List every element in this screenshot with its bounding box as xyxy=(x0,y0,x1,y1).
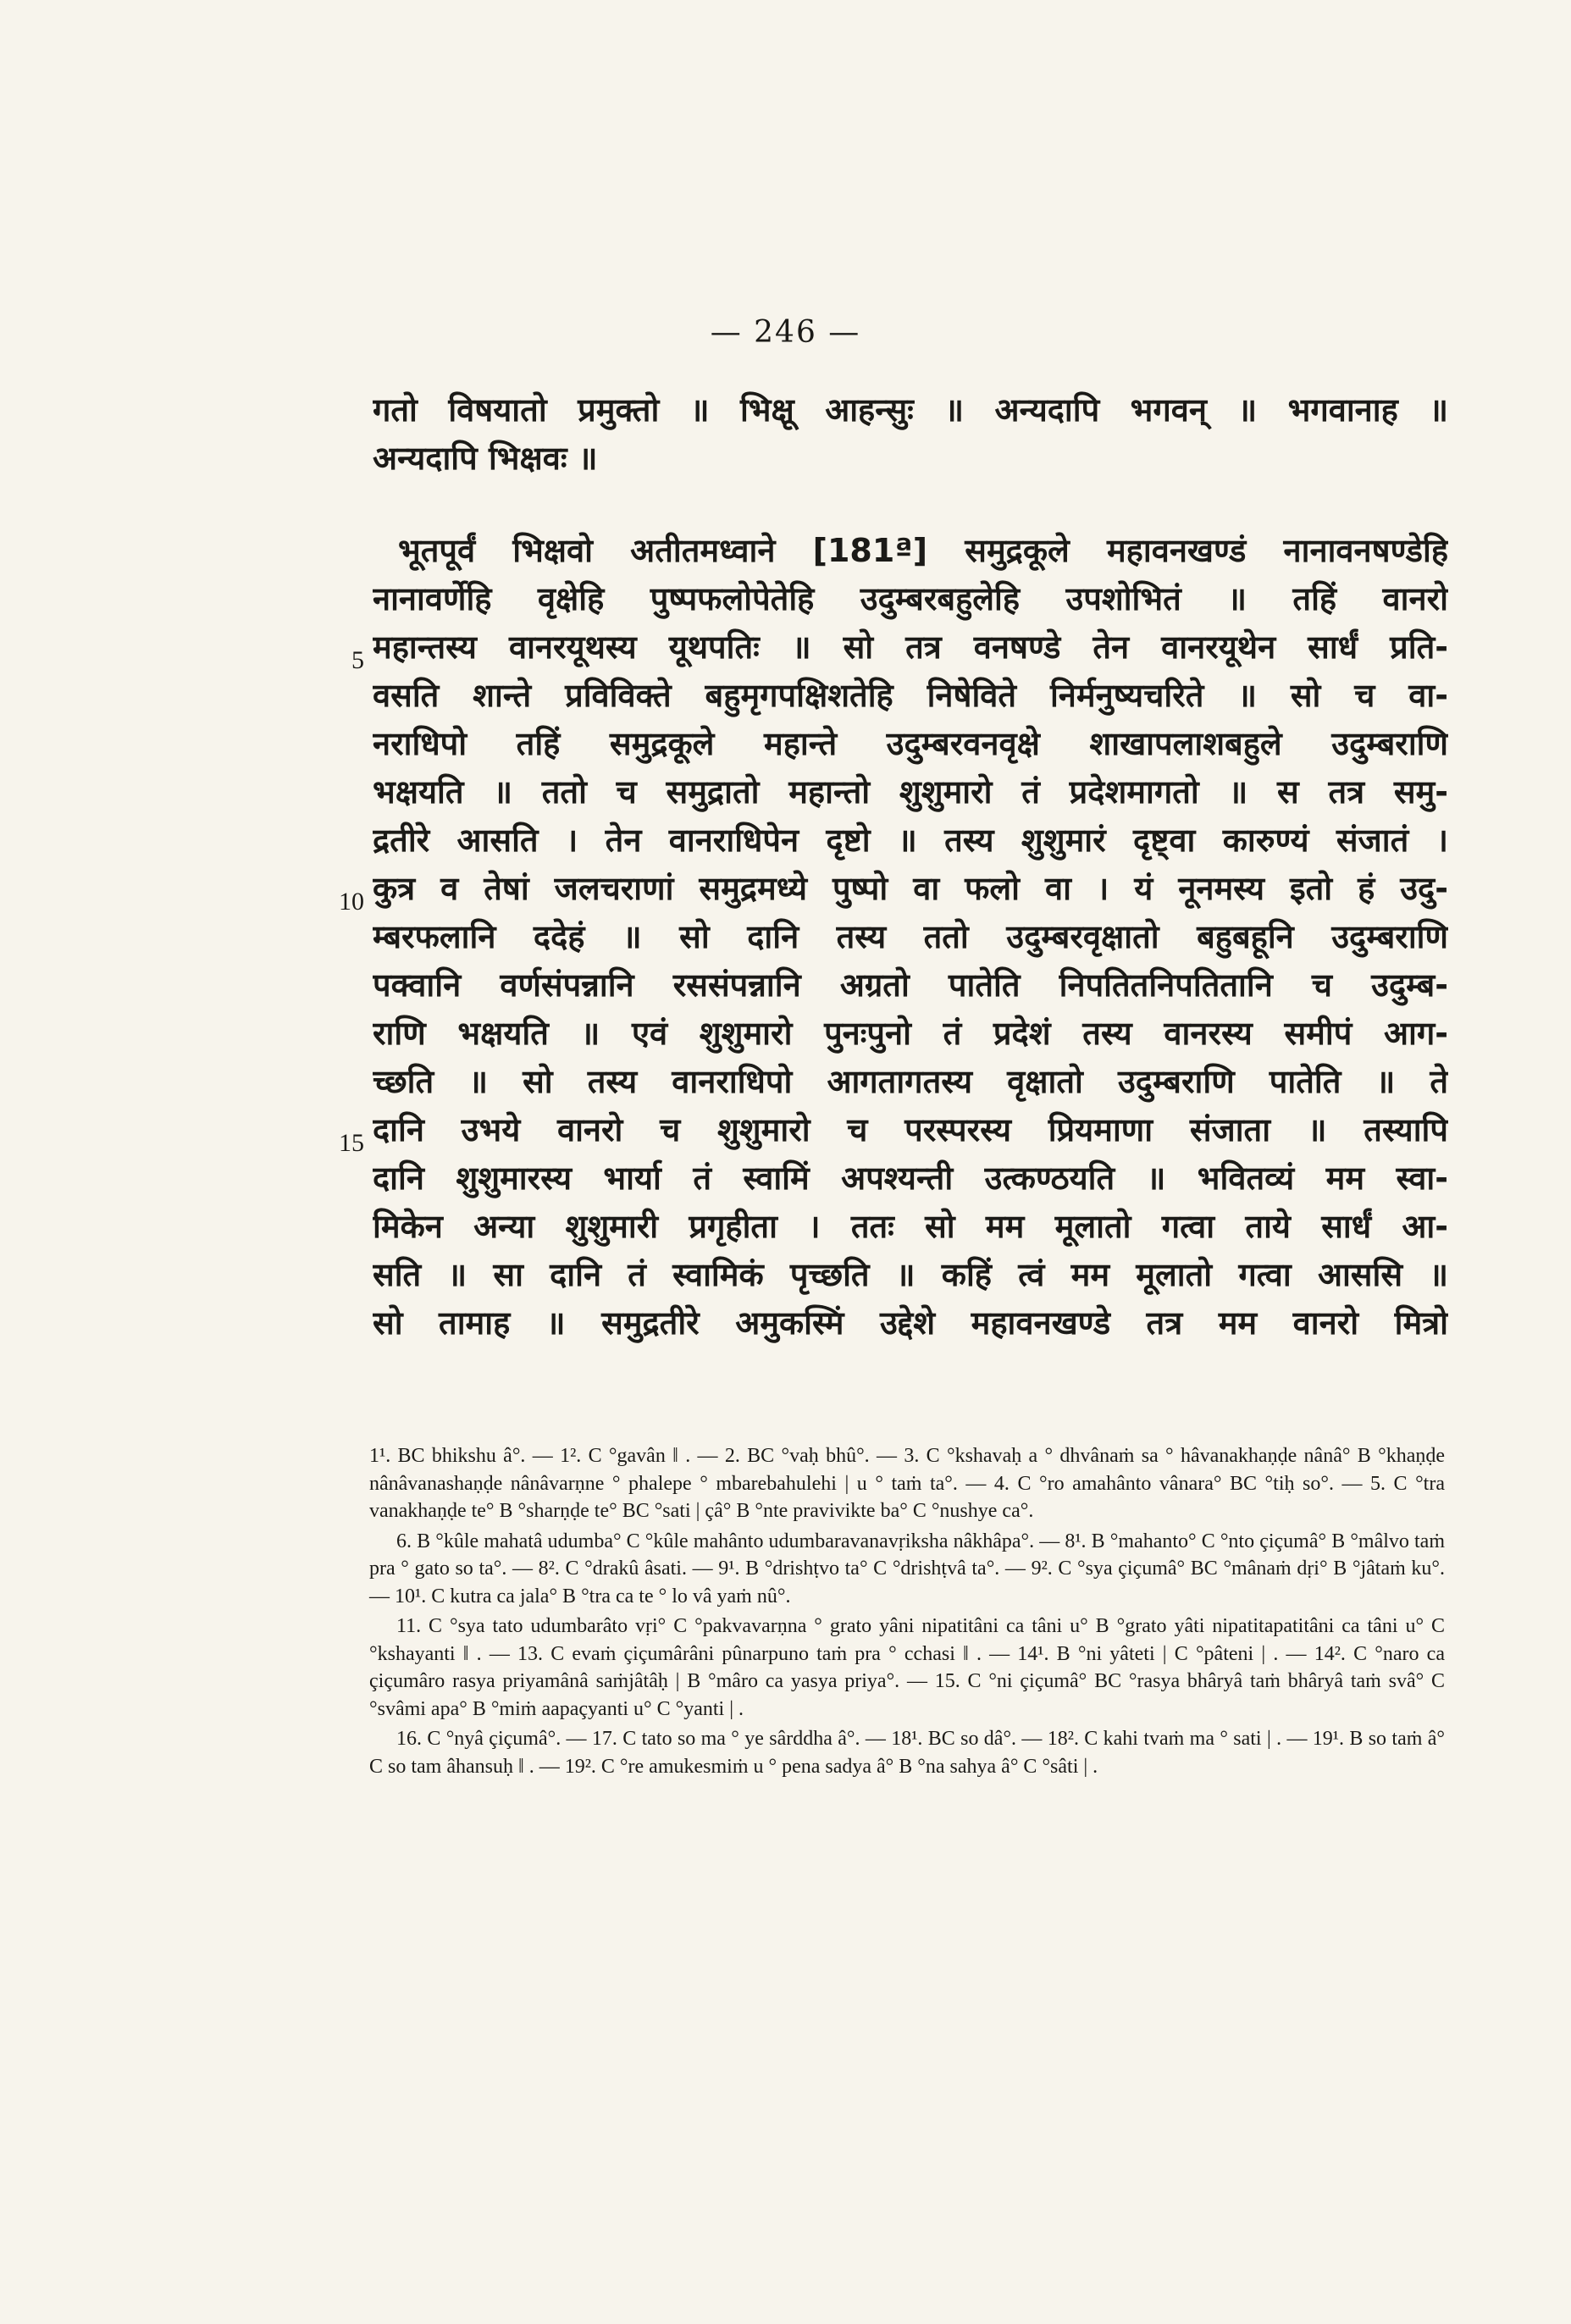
text-line: दानि शुशुमारस्य भार्या तं स्वामिं अपश्यन्ती उत्कण्ठयति ॥ भवितव्यं मम स्वा- xyxy=(373,1159,1448,1197)
text-line: च्छति ॥ सो तस्य वानराधिपो आगतागतस्य वृक्षातो उदुम्बराणि पातेति ॥ ते xyxy=(373,1063,1448,1100)
footnote-paragraph: 16. C °nyâ çiçumâ°. — 17. C tato so ma ° ye sârddha â°. — 18¹. BC so dâ°. — 18². C kahi tvaṁ ma ° sati | . — 19¹. B so taṁ â° C so tam âhansuḥ ‖ . — 19². C °re amukesmiṁ u ° pena sadya â° B °na sahya â° C °sâti | . xyxy=(369,1728,1445,1778)
text-line: नराधिपो तहिं समुद्रकूले महान्ते उदुम्बरवनवृक्षे शाखापलाशबहुले उदुम्बराणि xyxy=(373,725,1448,762)
text-line: कुत्र व तेषां जलचराणां समुद्रमध्ये पुष्पो वा फलो वा । यं नूनमस्य इतो हं उदु- xyxy=(373,870,1448,907)
footnote-paragraph: 11. C °sya tato udumbarâto vṛi° C °pakvavarṇna ° grato yâni nipatitâni ca tâni u° B °grato yâti nipatitapatitâni ca tâni u° C °kshayanti ‖ . — 13. C evaṁ çiçumârâni pûnarpuno taṁ pra ° cchasi ‖ . — 14¹. B °ni yâteti | C °pâteni | . — 14². C °naro ca çiçumâro rasya priyamânâ saṁjâtâḥ | B °mâro ca yasya priya°. — 15. C °ni çiçumâ° BC °rasya bhâryâ taṁ bhâryâ taṁ svâ° C °svâmi apa° B °miṁ aapaçyanti u° C °yanti | . xyxy=(369,1615,1445,1720)
text-line: भक्षयति ॥ ततो च समुद्रातो महान्तो शुशुमारो तं प्रदेशमागतो ॥ स तत्र समु- xyxy=(373,773,1448,811)
opening-block xyxy=(373,386,1448,483)
footnote-paragraph: 1¹. BC bhikshu â°. — 1². C °gavân ‖ . — 2. BC °vaḥ bhû°. — 3. C °kshavaḥ a ° dhvânaṁ sa ° hâvanakhaṇḍe nânâ° B °khaṇḍe nânâvanashaṇḍe nânâvarṇne ° phalepe ° mbarebahulehi | u ° taṁ ta°. — 4. C °ro amahânto vânara° BC °tiḥ so°. — 5. C °tra vanakhaṇḍe te° B °sharṇḍe te° BC °sati | çâ° B °nte pravivikte ba° C °nushye ca°. xyxy=(369,1445,1445,1522)
text-line: दानि उभये वानरो च शुशुमारो च परस्परस्य प्रियमाणा संजाता ॥ तस्यापि xyxy=(373,1111,1448,1148)
line-number: 5 xyxy=(351,646,364,674)
line-number: 15 xyxy=(339,1129,364,1157)
text-line: म्बरफलानि ददेहं ॥ सो दानि तस्य ततो उदुम्बरवृक्षातो बहुबहूनि उदुम्बराणि xyxy=(373,918,1448,955)
text-line: द्रतीरे आसति । तेन वानराधिपेन दृष्टो ॥ तस्य शुशुमारं दृष्ट्वा कारुण्यं संजातं । xyxy=(373,822,1448,859)
text-line: वसति शान्ते प्रविविक्ते बहुमृगपक्षिशतेहि निषेविते निर्मनुष्यचरिते ॥ सो च वा- xyxy=(373,677,1448,714)
text-line: पक्वानि वर्णसंपन्नानि रससंपन्नानि अग्रतो पातेति निपतितनिपतितानि च उदुम्ब- xyxy=(373,966,1448,1004)
text-line: सो तामाह ॥ समुद्रतीरे अमुकस्मिं उद्देशे महावनखण्डे तत्र मम वानरो मित्रो xyxy=(373,1304,1448,1342)
page-number: — 246 — xyxy=(710,315,861,350)
footnotes xyxy=(369,1442,1445,1783)
text-line: भूतपूर्वं भिक्षवो अतीतमध्वाने [181ª] समुद्रकूले महावनखण्डं नानावनषण्डेहि xyxy=(398,532,1448,569)
opening-line: अन्यदापि भिक्षवः ॥ xyxy=(373,440,598,477)
opening-line: गतो विषयातो प्रमुक्तो ॥ भिक्षू आहन्सुः ॥ अन्यदापि भगवन् ॥ भगवानाह ॥ xyxy=(373,391,1448,429)
main-paragraph xyxy=(373,527,1448,1347)
text-line: महान्तस्य वानरयूथस्य यूथपतिः ॥ सो तत्र वनषण्डे तेन वानरयूथेन सार्धं प्रति- xyxy=(373,628,1448,666)
text-line: नानावर्णेहि वृक्षेहि पुष्पफलोपेतेहि उदुम्बरबहुलेहि उपशोभितं ॥ तहिं वानरो xyxy=(373,580,1448,617)
text-line: राणि भक्षयति ॥ एवं शुशुमारो पुनःपुनो तं प्रदेशं तस्य वानरस्य समीपं आग- xyxy=(373,1015,1448,1052)
text-line: मिकेन अन्या शुशुमारी प्रगृहीता । ततः सो मम मूलातो गत्वा ताये सार्धं आ- xyxy=(373,1208,1448,1245)
line-number: 10 xyxy=(339,888,364,916)
footnote-paragraph: 6. B °kûle mahatâ udumba° C °kûle mahânto udumbaravanavṛiksha nâkhâpa°. — 8¹. B °mahanto° C °nto çiçumâ° B °mâlvo taṁ pra ° gato so ta°. — 8². C °drakû âsati. — 9¹. B °drishṭvo ta° C °drishṭvâ ta°. — 9². C °sya çiçumâ° BC °mânaṁ dṛi° B °jâtaṁ ku°. — 10¹. C kutra ca jala° B °tra ca te ° lo vâ yaṁ nû°. xyxy=(369,1530,1445,1607)
text-line: सति ॥ सा दानि तं स्वामिकं पृच्छति ॥ कहिं त्वं मम मूलातो गत्वा आससि ॥ xyxy=(373,1256,1448,1293)
